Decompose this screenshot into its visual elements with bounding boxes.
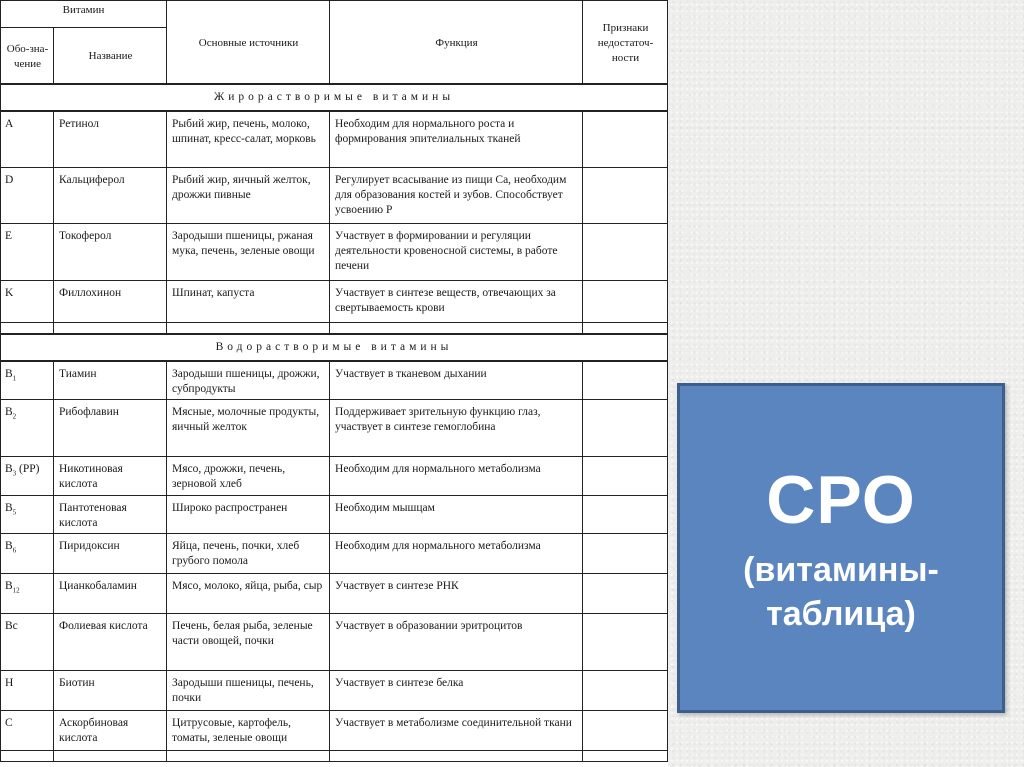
header-name: Название: [54, 28, 167, 84]
table-row: [1, 574, 668, 614]
vitamin-function: Регулирует всасывание из пищи Са, необходим для образования костей и зубов. Способствует усвоению Р: [330, 168, 583, 224]
table-row: [1, 168, 668, 224]
vitamin-sources: Рыбий жир, печень, молоко, шпинат, кресс-салат, морковь: [167, 111, 330, 168]
vitamin-code: [1, 574, 54, 614]
vitamin-function: Необходим для нормального метаболизма: [330, 457, 583, 496]
vitamin-name: Пиридоксин: [54, 534, 167, 574]
vitamin-sources: Печень, белая рыба, зеленые части овощей, почки: [167, 614, 330, 671]
vitamin-code-subscript: 2: [12, 412, 17, 421]
vitamin-deficiency: [583, 457, 668, 496]
vitamin-sources: Яйца, печень, почки, хлеб грубого помола: [167, 534, 330, 574]
vitamin-code-subscript: 3: [12, 469, 17, 478]
vitamin-sources: Шпинат, капуста: [167, 281, 330, 323]
vitamin-deficiency: [583, 574, 668, 614]
vitamin-name: Цианкобаламин: [54, 574, 167, 614]
vitamin-name: Рибофлавин: [54, 400, 167, 457]
vitamin-function: Поддерживает зрительную функцию глаз, участвует в синтезе гемоглобина: [330, 400, 583, 457]
vitamin-code: [1, 400, 54, 457]
vitamin-code-letter: B: [5, 580, 13, 592]
vitamin-deficiency: [583, 168, 668, 224]
table-row: [1, 614, 668, 671]
vitamin-code: [1, 457, 54, 496]
vitamin-function: Участвует в образовании эритроцитов: [330, 614, 583, 671]
table-row: [1, 111, 668, 168]
vitamin-code: [1, 224, 54, 281]
table-row: [1, 224, 668, 281]
spacer-cell: [1, 751, 54, 762]
panel-subtitle: (витамины-таблица): [743, 551, 939, 633]
panel-title: СРО: [766, 462, 916, 538]
vitamin-code-letter: B: [5, 502, 13, 514]
title-panel: [677, 383, 1005, 713]
vitamin-sources: Зародыши пшеницы, дрожжи, субпродукты: [167, 361, 330, 400]
vitamin-code-letter: Bc: [5, 620, 18, 632]
vitamin-deficiency: [583, 711, 668, 751]
header-sources: Основные источники: [167, 1, 330, 84]
table-row: [1, 361, 668, 400]
vitamin-code-letter: A: [5, 117, 14, 130]
table-spacer-row: [1, 751, 668, 762]
vitamin-sources: Мясные, молочные продукты, яичный желток: [167, 400, 330, 457]
vitamin-code-letter: B: [5, 463, 13, 475]
vitamin-deficiency: [583, 111, 668, 168]
vitamin-sources: Мясо, молоко, яйца, рыба, сыр: [167, 574, 330, 614]
table-row: [1, 671, 668, 711]
vitamin-code-subscript: 5: [12, 508, 17, 517]
header-function: Функция: [330, 1, 583, 84]
vitamin-name: Аскорбиновая кислота: [54, 711, 167, 751]
vitamin-code-letter: B: [5, 540, 13, 552]
vitamin-code-letter: D: [5, 174, 14, 186]
spacer-cell: [167, 323, 330, 335]
section-fat-soluble: Жирорастворимые витамины: [1, 84, 668, 111]
table-row: [1, 496, 668, 534]
table-row: [1, 534, 668, 574]
vitamin-code: [1, 614, 54, 671]
vitamin-code: [1, 496, 54, 534]
vitamin-function: Участвует в синтезе РНК: [330, 574, 583, 614]
spacer-cell: [1, 323, 54, 335]
vitamin-function: Участвует в синтезе веществ, отвечающих за свертываемость крови: [330, 281, 583, 323]
vitamin-deficiency: [583, 534, 668, 574]
vitamin-name: Тиамин: [54, 361, 167, 400]
vitamin-name: Ретинол: [54, 111, 167, 168]
vitamin-deficiency: [583, 614, 668, 671]
table-row: [1, 457, 668, 496]
vitamin-code-letter: K: [5, 287, 14, 299]
header-deficiency: Признаки недостаточ-ности: [583, 1, 668, 84]
spacer-cell: [54, 323, 167, 335]
spacer-cell: [54, 751, 167, 762]
vitamin-sources: Цитрусовые, картофель, томаты, зеленые овощи: [167, 711, 330, 751]
table-row: [1, 400, 668, 457]
vitamin-function: Участвует в формировании и регуляции деятельности кровеносной системы, в работе печени: [330, 224, 583, 281]
vitamin-code: [1, 361, 54, 400]
vitamin-code-subscript: 6: [12, 546, 17, 555]
vitamin-deficiency: [583, 671, 668, 711]
vitamin-deficiency: [583, 400, 668, 457]
table-row: [1, 711, 668, 751]
vitamin-function: Необходим для нормального метаболизма: [330, 534, 583, 574]
vitamin-name: Филлохинон: [54, 281, 167, 323]
vitamin-sources: Зародыши пшеницы, печень, почки: [167, 671, 330, 711]
vitamin-code: [1, 534, 54, 574]
vitamin-code-subscript: 1: [12, 374, 17, 383]
vitamin-code: [1, 281, 54, 323]
spacer-cell: [330, 751, 583, 762]
vitamin-deficiency: [583, 224, 668, 281]
vitamin-code-subscript: 12: [12, 586, 20, 595]
spacer-cell: [583, 751, 668, 762]
vitamin-sources: Мясо, дрожжи, печень, зерновой хлеб: [167, 457, 330, 496]
vitamin-code: [1, 111, 54, 168]
vitamin-function: Участвует в синтезе белка: [330, 671, 583, 711]
vitamin-name: Никотиновая кислота: [54, 457, 167, 496]
vitamin-deficiency: [583, 496, 668, 534]
vitamin-sources: Зародыши пшеницы, ржаная мука, печень, зеленые овощи: [167, 224, 330, 281]
vitamin-sources: Широко распространен: [167, 496, 330, 534]
vitamin-code-letter: B: [5, 406, 13, 418]
vitamin-deficiency: [583, 281, 668, 323]
vitamin-function: Участвует в метаболизме соединительной ткани: [330, 711, 583, 751]
vitamin-code-suffix: (PP): [16, 463, 40, 475]
vitamin-function: Участвует в тканевом дыхании: [330, 361, 583, 400]
vitamin-deficiency: [583, 361, 668, 400]
header-vitamin: Витамин: [1, 1, 167, 28]
vitamin-name: Биотин: [54, 671, 167, 711]
spacer-cell: [583, 323, 668, 335]
vitamin-sources: Рыбий жир, яичный желток, дрожжи пивные: [167, 168, 330, 224]
vitamin-name: Токоферол: [54, 224, 167, 281]
section-water-soluble: Водорастворимые витамины: [1, 334, 668, 361]
vitamin-code: [1, 711, 54, 751]
vitamin-code: [1, 168, 54, 224]
vitamin-function: Необходим для нормального роста и формирования эпителиальных тканей: [330, 111, 583, 168]
vitamin-code-letter: H: [5, 677, 14, 689]
vitamin-function: Необходим мышцам: [330, 496, 583, 534]
header-designation: Обо-зна-чение: [1, 28, 54, 84]
spacer-cell: [330, 323, 583, 335]
vitamin-code-letter: B: [5, 368, 13, 380]
vitamin-name: Фолиевая кислота: [54, 614, 167, 671]
vitamin-code-letter: E: [5, 230, 13, 242]
vitamin-code-letter: C: [5, 717, 13, 729]
vitamin-name: Пантотеновая кислота: [54, 496, 167, 534]
table-row: [1, 281, 668, 323]
vitamin-name: Кальциферол: [54, 168, 167, 224]
vitamin-code: [1, 671, 54, 711]
spacer-cell: [167, 751, 330, 762]
table-spacer-row: [1, 323, 668, 335]
